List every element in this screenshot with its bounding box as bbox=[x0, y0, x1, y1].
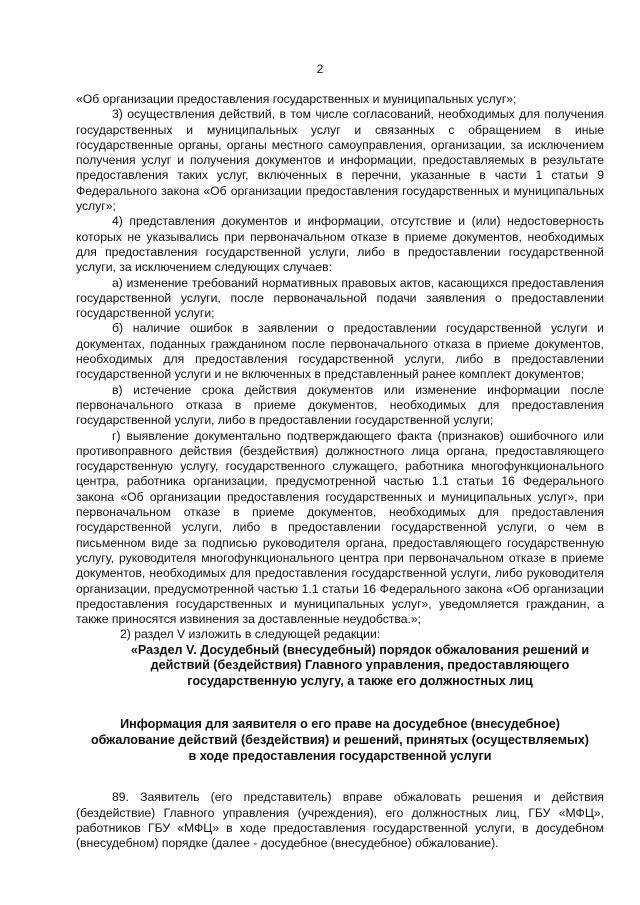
paragraph-item-3: 3) осуществления действий, в том числе согласований, необходимых для получения государственных и муниципальных услуг и связанных с обращением в иные государственные органы, органы местного самоуправления, организации, за исключением получения услуг и получения документов и информации, предоставляемых в результате предоставления таких услуг, включенных в перечни, указанные в части 1 статьи 9 Федерального закона «Об организации предоставления государственных и муниципальных услуг»; bbox=[76, 107, 604, 214]
spacer bbox=[76, 764, 604, 790]
paragraph-item-b: б) наличие ошибок в заявлении о предоставлении государственной услуги и документах, поданных гражданином после первоначального отказа в приеме документов, необходимых для предоставления государственной услуги, либо в предоставлении государственной услуги и не включенных в представленный ранее комплект документов; bbox=[76, 321, 604, 382]
info-heading: Информация для заявителя о его праве на досудебное (внесудебное) обжалование действий (бездействия) и решений, принятых (осуществляемых) в ходе предоставления государственной услуги bbox=[90, 717, 589, 763]
paragraph-continuation: «Об организации предоставления государственных и муниципальных услуг»; bbox=[76, 92, 517, 106]
paragraph-item-4: 4) представления документов и информации, отсутствие и (или) недостоверность которых не указывались при первоначальном отказе в приеме документов, необходимых для предоставления государственной услуги, либо в предоставлении государственной услуги, за исключением следующих случаев: bbox=[76, 214, 604, 275]
spacer bbox=[76, 689, 604, 717]
paragraph-section-replace: 2) раздел V изложить в следующей редакции: bbox=[120, 627, 381, 642]
section-title: «Раздел V. Досудебный (внесудебный) порядок обжалования решений и действий (бездействия) Главного управления, предоставляющего государственную услугу, а также его должностных лиц bbox=[130, 642, 590, 688]
document-body bbox=[76, 92, 604, 851]
paragraph-item-a: а) изменение требований нормативных правовых актов, касающихся предоставления государственной услуги, после первоначальной подачи заявления о предоставлении государственной услуги; bbox=[76, 275, 604, 321]
paragraph-item-g: г) выявление документально подтверждающего факта (признаков) ошибочного или противоправного действия (бездействия) должностного лица органа, предоставляющего государственную услугу, государственного служащего, работника многофункционального центра, работника организации, предусмотренной частью 1.1 статьи 16 Федерального закона «Об организации предоставления государственных и муниципальных услуг», при первоначальном отказе в приеме документов, необходимых для предоставления государственной услуги, либо в предоставлении государственной услуги, о чем в письменном виде за подписью руководителя органа, предоставляющего государственную услугу, руководителя многофункционального центра при первоначальном отказе в приеме документов, необходимых для предоставления государственной услуги, либо руководителя организации, предусмотренной частью 1.1 статьи 16 Федерального закона «Об организации предоставления государственных и муниципальных услуг», уведомляется гражданин, а также приносятся извинения за доставленные неудобства.»; bbox=[76, 428, 604, 627]
paragraph-item-v: в) истечение срока действия документов или изменение информации после первоначального отказа в приеме документов, необходимых для предоставления государственной услуги, либо в предоставлении государственной услуги; bbox=[76, 382, 604, 428]
paragraph-89: 89. Заявитель (его представитель) вправе обжаловать решения и действия (бездействие) Главного управления (учреждения), его должностных лиц, ГБУ «МФЦ», работников ГБУ «МФЦ» в ходе предоставления государственной услуги, в досудебном (внесудебном) порядке (далее - досудебное (внесудебное) обжалование). bbox=[76, 790, 604, 851]
page-number: 2 bbox=[316, 62, 324, 76]
